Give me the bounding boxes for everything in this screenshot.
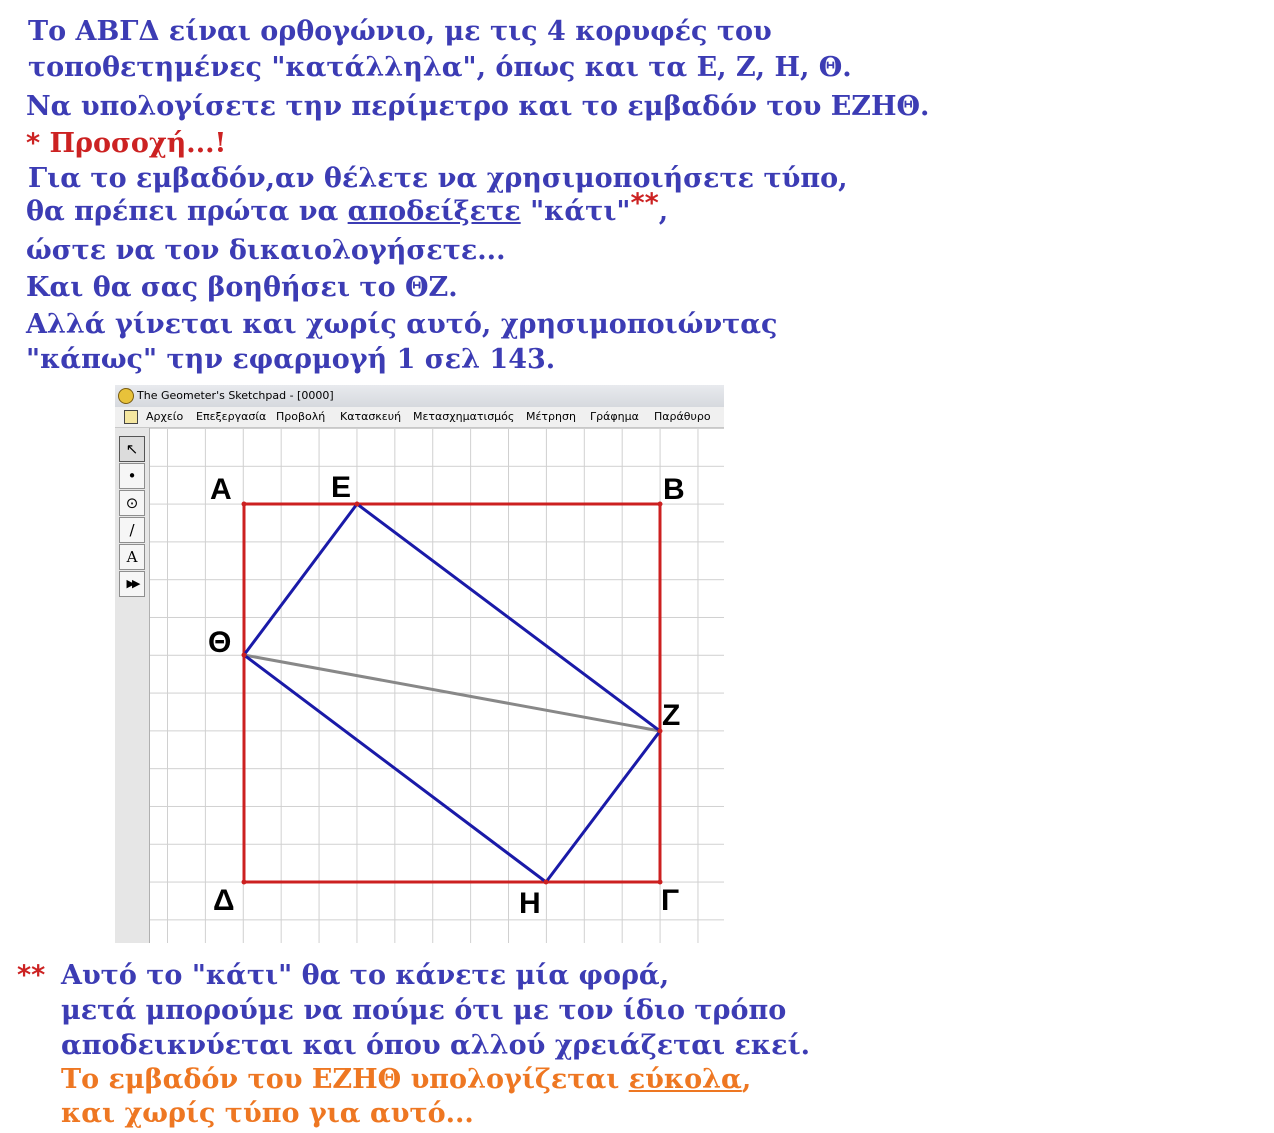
sketch-canvas[interactable] xyxy=(150,428,724,943)
footnote-line-5: και χωρίς τύπο για αυτό... xyxy=(61,1098,474,1129)
footnote-line-3: αποδεικνύεται και όπου αλλού χρειάζεται εκεί. xyxy=(61,1030,811,1061)
footnote-line-4-pre: Το εμβαδόν του ΕΖΗΘ υπολογίζεται xyxy=(61,1064,629,1095)
window-title: The Geometer's Sketchpad - [0000] xyxy=(137,389,334,402)
footnote-line-2: μετά μπορούμε να πούμε ότι με τον ίδιο τρόπο xyxy=(61,995,787,1026)
problem-line-3: Να υπολογίσετε την περίμετρο και το εμβαδόν του ΕΖΗΘ. xyxy=(26,91,930,122)
compass-tool-icon[interactable]: ⊙ xyxy=(119,490,145,516)
problem-line-5: Για το εμβαδόν,αν θέλετε να χρησιμοποιήσετε τύπο, xyxy=(28,163,848,194)
label-g: Γ xyxy=(661,884,680,917)
problem-line-7: ώστε να τον δικαιολογήσετε... xyxy=(26,235,506,266)
point-b[interactable] xyxy=(658,502,663,507)
easily-underlined: εύκολα xyxy=(628,1064,742,1095)
segment-thz[interactable] xyxy=(244,655,660,731)
menu-window[interactable]: Παράθυρο xyxy=(654,410,711,423)
label-th: Θ xyxy=(208,626,232,659)
label-z: Ζ xyxy=(662,699,681,732)
footnote-stars: ** xyxy=(17,960,46,991)
menu-bar xyxy=(115,407,724,428)
problem-line-6-end: , xyxy=(658,196,669,227)
problem-line-8: Και θα σας βοηθήσει το ΘΖ. xyxy=(26,272,458,303)
problem-line-2: τοποθετημένες "κατάλληλα", όπως και τα Ε, Ζ, Η, Θ. xyxy=(28,52,852,83)
label-h: Η xyxy=(519,887,541,920)
label-a: Α xyxy=(210,473,232,506)
point-th[interactable] xyxy=(242,653,247,658)
warning-line xyxy=(26,128,226,160)
footnote-line-4-end: , xyxy=(741,1064,752,1095)
problem-line-10: "κάπως" την εφαρμογή 1 σελ 143. xyxy=(26,344,556,375)
point-h[interactable] xyxy=(544,880,549,885)
prove-underlined: αποδείξετε xyxy=(347,196,521,227)
menu-file[interactable]: Αρχείο xyxy=(146,410,184,423)
point-a[interactable] xyxy=(242,502,247,507)
warning-star: * xyxy=(26,128,41,159)
geometry-figure xyxy=(150,428,724,943)
menu-view[interactable]: Προβολή xyxy=(276,410,326,423)
problem-line-6 xyxy=(26,188,669,228)
point-tool-icon[interactable]: • xyxy=(119,463,145,489)
menu-graph[interactable]: Γράφημα xyxy=(590,410,639,423)
problem-line-6-post: "κάτι" xyxy=(520,196,631,227)
custom-tool-icon[interactable]: ▶▶ xyxy=(119,571,145,597)
toolbox xyxy=(115,428,150,943)
sketchpad-window xyxy=(115,385,724,943)
straightedge-tool-icon[interactable]: / xyxy=(119,517,145,543)
footnote-line-1: Αυτό το "κάτι" θα το κάνετε μία φορά, xyxy=(61,960,670,991)
label-d: Δ xyxy=(213,884,235,917)
text-tool-icon[interactable]: A xyxy=(119,544,145,570)
label-b: Β xyxy=(663,473,685,506)
sketchpad-app-icon xyxy=(118,388,134,404)
warning-text: Προσοχή...! xyxy=(49,128,227,159)
menu-transform[interactable]: Μετασχηματισμός xyxy=(413,410,515,423)
point-e[interactable] xyxy=(355,502,360,507)
window-titlebar[interactable] xyxy=(115,385,724,407)
menu-construct[interactable]: Κατασκευή xyxy=(340,410,402,423)
menu-edit[interactable]: Επεξεργασία xyxy=(196,410,267,423)
arrow-select-icon[interactable]: ↖ xyxy=(119,436,145,462)
menu-measure[interactable]: Μέτρηση xyxy=(526,410,576,423)
label-e: Ε xyxy=(331,471,352,504)
problem-line-1: Το ΑΒΓΔ είναι ορθογώνιο, με τις 4 κορυφές του xyxy=(28,16,772,47)
footnote-line-4 xyxy=(61,1064,751,1096)
point-d[interactable] xyxy=(242,880,247,885)
problem-line-9: Αλλά γίνεται και χωρίς αυτό, χρησιμοποιώντας xyxy=(26,309,778,340)
document-icon[interactable] xyxy=(124,410,138,424)
problem-line-6-pre: θα πρέπει πρώτα να xyxy=(26,196,348,227)
double-star-marker: ** xyxy=(630,188,659,219)
